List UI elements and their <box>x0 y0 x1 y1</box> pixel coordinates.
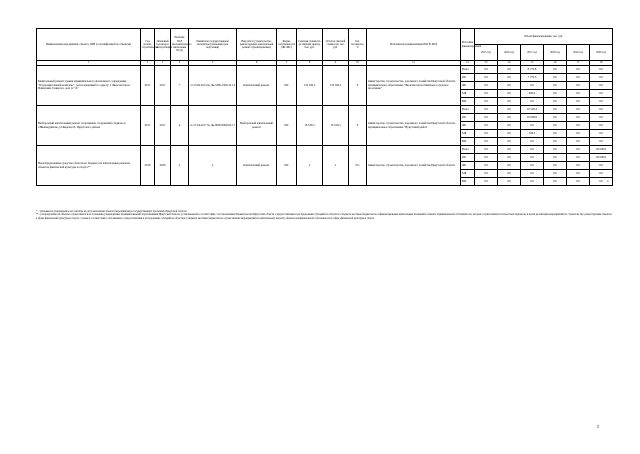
finance-value: 0,0 <box>567 154 590 162</box>
finance-value: 0,0 »; <box>590 178 613 186</box>
psd-status: х <box>171 146 189 186</box>
column-number: 13 <box>475 61 498 66</box>
remaining-cost: 10 526,3 <box>323 106 349 146</box>
finance-value: 0,0 <box>521 122 544 130</box>
page-number: 5 <box>597 424 599 429</box>
finance-value: 0,0 <box>590 170 613 178</box>
header-year: 2017 год <box>521 45 544 61</box>
finance-value: 0,0 <box>498 66 521 74</box>
finance-value: 0,0 <box>475 122 498 130</box>
finance-value: 0,0 <box>590 66 613 74</box>
finance-value: 0,0 <box>590 98 613 106</box>
finance-value: 0,0 <box>475 138 498 146</box>
funding-source: МБ <box>461 90 475 98</box>
funding-source: ФБ <box>461 162 475 170</box>
table-row <box>37 66 613 74</box>
finance-value: 0,0 <box>567 162 590 170</box>
header-year: 2015 год <box>475 45 498 61</box>
footnote: * – указывается утверждаемое на сентябрь на дату включения объекта (мероприятия) в государственную программу Иркутской области <box>36 210 187 213</box>
finance-value: 0,0 <box>498 82 521 90</box>
header-year: 2019 год <box>567 45 590 61</box>
finance-value: 0,0 <box>590 130 613 138</box>
column-number: 17 <box>567 61 590 66</box>
column-number: 12 <box>461 61 475 66</box>
finance-value: 0,0 <box>590 114 613 122</box>
header-year: 2016 год <box>498 45 521 61</box>
finance-value: 0,0 <box>590 138 613 146</box>
contract-details: х <box>189 146 237 186</box>
finance-value: 0,0 <box>544 106 567 114</box>
finance-value: 0,0 <box>567 90 590 98</box>
finance-value: 0,0 <box>475 162 498 170</box>
header-ownership: Форма собственности (ФС/МС) <box>277 29 297 61</box>
finance-value: 0,0 <box>498 74 521 82</box>
tech-readiness: 0 <box>349 66 367 106</box>
finance-value: 0,0 <box>475 74 498 82</box>
finance-value: 0,0 <box>475 170 498 178</box>
finance-value: 0,0 <box>544 154 567 162</box>
trailing-mark: »; <box>606 178 610 183</box>
remaining-cost: 133 184,3 <box>323 66 349 106</box>
header-year: 2020 год <box>590 45 613 61</box>
finance-value: 0,0 <box>498 122 521 130</box>
header-source: Источник финансирования <box>461 29 475 61</box>
finance-value: 50 000,0 <box>590 154 613 162</box>
finance-value: 0,0 <box>498 114 521 122</box>
contract-details: от 23.04.2014 № Дк-3360-1509/14 14 <box>189 66 237 106</box>
finance-value: 0,0 <box>521 146 544 154</box>
funding-source: Всего <box>461 106 475 114</box>
object-name: Нераспределенные средства областного бюджета на капитальные ремонты объектов физической культуры и спорта** <box>37 146 141 186</box>
finance-value: 0,0 <box>544 122 567 130</box>
start-year: 2017 <box>141 106 155 146</box>
finance-value: 0,0 <box>521 154 544 162</box>
finance-value: 0,0 <box>590 106 613 114</box>
finance-value: 0,0 <box>544 66 567 74</box>
finance-value: 0,0 <box>475 106 498 114</box>
finance-value: 0,0 <box>475 154 498 162</box>
footnote: **– распределение на объекты осуществляется на основании утвержденных муниципальными образованиями Иркутской области, установленной в соответствии с постановлением Правительства Иркутской области о предоставлении и распределении субсидий из областного бюджета местным бюджетам на софинансирование капитальных вложений в объекты муниципальной собственности, которые осуществляются из местных бюджетов, в целях реализации мероприятий по строительству, реконструкции объектов в сфере физической культуры и спорта, а также в соответствии с положением о предоставлении и расходовании субсидий из областного бюджета местным бюджетам на осуществление мероприятий по капитальному ремонту объектов муниципальной собственности в сфере физической культуры и спорта <box>36 213 612 220</box>
finance-value: 0,0 <box>544 90 567 98</box>
executor: министерство строительства, дорожного хозяйства Иркутской области, муниципальное образование "Нукутский район" <box>367 106 461 146</box>
column-number: 1 <box>37 61 141 66</box>
ownership-form: МС <box>277 106 297 146</box>
finance-value: 0,0 <box>498 90 521 98</box>
finance-value: 0,0 <box>567 170 590 178</box>
finance-value: 0,0 <box>498 178 521 186</box>
ownership-form: МС <box>277 146 297 186</box>
object-name: Выборочный капитальный ремонт спортивных сооружений стадиона в г.Нижнеудинске, ул.Кирова,25, Иркутского района <box>37 106 141 146</box>
finance-value: 8 179,8 <box>521 66 544 74</box>
finance-value: 0,0 <box>544 138 567 146</box>
finance-value: 0,0 <box>544 170 567 178</box>
work-type: Выборочный капитальный ремонт <box>237 106 277 146</box>
header-finance-group: Объем финансирования, тыс. руб. <box>475 29 613 45</box>
finance-value: 409,0 <box>521 90 544 98</box>
header-work-type: Вид работ (строительство, реконструкция, капитальный ремонт, проектирование) <box>237 29 277 61</box>
table-body <box>37 66 613 186</box>
funding-source: Всего <box>461 146 475 154</box>
column-number: 10 <box>349 61 367 66</box>
funding-source: МБ <box>461 130 475 138</box>
estimate-cost: 10 526,3 <box>297 106 323 146</box>
finance-value: 7 770,5 <box>521 74 544 82</box>
table-row <box>37 146 613 154</box>
column-number: 6 <box>237 61 277 66</box>
column-number: 16 <box>544 61 567 66</box>
finance-value: 0,0 <box>498 170 521 178</box>
column-number: 14 <box>498 61 521 66</box>
finance-value: 0,0 <box>475 114 498 122</box>
column-number: 7 <box>277 61 297 66</box>
executor: министерство строительства, дорожного хозяйства Иркутской области <box>367 146 461 186</box>
funding-source: ОБ <box>461 154 475 162</box>
finance-value: 0,0 <box>567 114 590 122</box>
finance-value: 0,0 <box>567 82 590 90</box>
finance-value: 0,0 <box>544 130 567 138</box>
header-year: 2018 год <box>544 45 567 61</box>
column-number: 18 <box>590 61 613 66</box>
funding-source: ФБ <box>461 82 475 90</box>
finance-value: 0,0 <box>521 170 544 178</box>
tech-readiness: 0% <box>349 146 367 186</box>
finance-value: 0,0 <box>590 122 613 130</box>
planned-year: 2020 <box>155 146 171 186</box>
finance-value: 0,0 <box>567 138 590 146</box>
funding-source: ВИ <box>461 138 475 146</box>
finance-value: 0,0 <box>567 178 590 186</box>
finance-value: 0,0 <box>475 90 498 98</box>
column-number: 4 <box>171 61 189 66</box>
finance-value: 0,0 <box>498 98 521 106</box>
finance-value: 50 000,0 <box>590 146 613 154</box>
finance-value: 0,0 <box>544 74 567 82</box>
finance-value: 0,0 <box>475 146 498 154</box>
column-number: 8 <box>297 61 323 66</box>
column-number: 15 <box>521 61 544 66</box>
funding-source: ОБ <box>461 74 475 82</box>
finance-value: 0,0 <box>590 74 613 82</box>
header-contract: Реквизиты государственной экспертизы (плановый срок получения) <box>189 29 237 61</box>
finance-value: 0,0 <box>475 98 498 106</box>
footnotes <box>36 210 612 220</box>
contract-details: от 27.04.2017 № Дк-0000-0000/02-17 <box>189 106 237 146</box>
finance-value: 0,0 <box>544 98 567 106</box>
planned-year: 2017 <box>155 66 171 106</box>
funding-source: ФБ <box>461 122 475 130</box>
psd-status: + <box>171 66 189 106</box>
finance-value: 0,0 <box>567 130 590 138</box>
header-readiness: Тех. готовность, % <box>349 29 367 61</box>
finance-value: 0,0 <box>544 178 567 186</box>
table-row <box>37 106 613 114</box>
finance-value: 0,0 <box>567 66 590 74</box>
column-number: 11 <box>367 61 461 66</box>
finance-value: 0,0 <box>521 138 544 146</box>
header-executor: Исполнитель (наименование ИОГВ, МО) <box>367 29 461 61</box>
executor: министерство строительства, дорожного хозяйства Иркутской области, муниципальное образование "Железногорск-Илимское городское поселение" <box>367 66 461 106</box>
funding-source: ВИ <box>461 178 475 186</box>
financing-table <box>36 28 613 186</box>
estimate-cost: 133 184,3 <box>297 66 323 106</box>
column-number: 5 <box>189 61 237 66</box>
object-name: Капитальный ремонт здания муниципального автономного учреждения "Оздоровительный комплекс", расположенный по адресу: г. Железногорск-Илимский, 6 квартал, дом 12 "А" <box>37 66 141 106</box>
header-name: Наименование мероприятия, объекта, ПИР (с расшифровкой по объектам) <box>37 29 141 61</box>
finance-value: 0,0 <box>544 162 567 170</box>
funding-source: Всего <box>461 66 475 74</box>
header-estimate: Сметная стоимость (в текущих ценах), тыс. руб. <box>297 29 323 61</box>
finance-value: 526,3 <box>521 130 544 138</box>
finance-value: 0,0 <box>567 98 590 106</box>
finance-value: 0,0 <box>498 138 521 146</box>
header-psd: Наличие ПСД (положительного заключения ПСД) <box>171 29 189 61</box>
header-remaining: Остаток сметной стоимости, тыс. руб. <box>323 29 349 61</box>
finance-value: 0,0 <box>498 154 521 162</box>
finance-value: 0,0 <box>498 162 521 170</box>
work-type: Капитальный ремонт <box>237 146 277 186</box>
finance-value: 0,0 <box>590 90 613 98</box>
finance-value: 10 526,3 <box>521 106 544 114</box>
finance-value: 0,0 <box>475 82 498 90</box>
funding-source: ОБ <box>461 114 475 122</box>
header-start-year: Год начала строительства <box>141 29 155 61</box>
start-year: 2017 <box>141 66 155 106</box>
start-year: 2018 <box>141 146 155 186</box>
finance-value: 0,0 <box>498 130 521 138</box>
funding-source: МБ <box>461 170 475 178</box>
remaining-cost: х <box>323 146 349 186</box>
finance-value: 0,0 <box>521 98 544 106</box>
ownership-form: МС <box>277 66 297 106</box>
column-number: 2 <box>141 61 155 66</box>
finance-value: 0,0 <box>521 82 544 90</box>
finance-value: 0,0 <box>590 82 613 90</box>
finance-value: 0,0 <box>590 162 613 170</box>
finance-value: 0,0 <box>567 146 590 154</box>
finance-value: 0,0 <box>567 74 590 82</box>
work-type: Капитальный ремонт <box>237 66 277 106</box>
planned-year: 2017 <box>155 106 171 146</box>
column-number: 9 <box>323 61 349 66</box>
estimate-cost: х <box>297 146 323 186</box>
column-number: 3 <box>155 61 171 66</box>
finance-value: 0,0 <box>567 122 590 130</box>
finance-value: 0,0 <box>498 106 521 114</box>
psd-status: н <box>171 106 189 146</box>
tech-readiness: 0 <box>349 106 367 146</box>
finance-value: 10 000,0 <box>521 114 544 122</box>
finance-value: 0,0 <box>567 106 590 114</box>
header-planned-year: Плановый год ввода в эксплуатацию <box>155 29 171 61</box>
finance-value: 0,0 <box>544 82 567 90</box>
finance-value: 0,0 <box>521 162 544 170</box>
finance-value: 0,0 <box>475 66 498 74</box>
finance-value: 0,0 <box>544 114 567 122</box>
finance-value: 0,0 <box>544 146 567 154</box>
finance-value: 0,0 <box>475 178 498 186</box>
finance-value: 0,0 <box>521 178 544 186</box>
finance-value: 0,0 <box>475 130 498 138</box>
finance-value: 0,0 <box>498 146 521 154</box>
funding-source: ВИ <box>461 98 475 106</box>
